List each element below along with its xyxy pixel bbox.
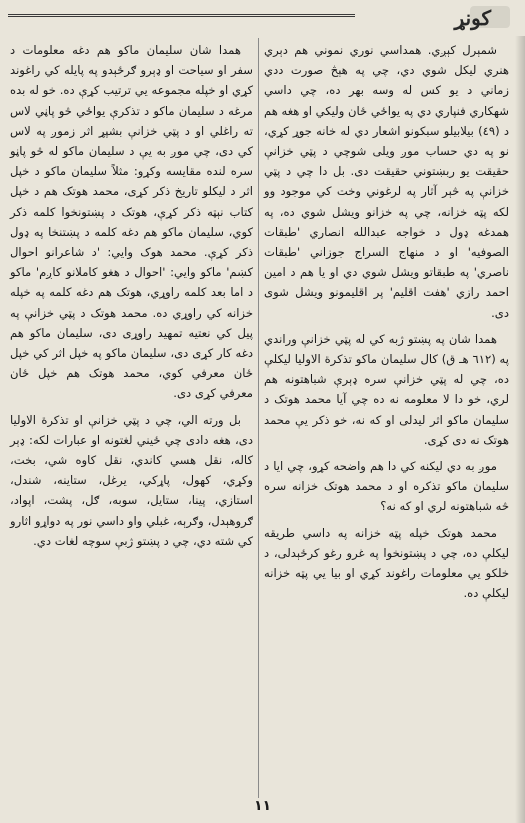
paragraph: محمد هوتک خپله پټه خزانه په داسي طريقه ليکلې ده، چي د پښتونخوا په غرو رغو کرځېدلی، د خلکو يي معلومات راغوند کړي او بيا يي پټه خزانه ليکلې ده.	[264, 525, 509, 601]
paragraph: شمېرل کېږي. همداسي نوري نموني هم دېري هنري ليکل شوي دي، چي په هېڅ صورت ددي زماني د يو کس له وسه بهر ده، چي داسي شهکاري فنپاري دي په يواځي ځان وليکي او هغه هم د (٤٩) بيلابيلو سبکونو اشعار دي له خانه جوړ کړي، نو په دي حساب موږ ويلی شوچي د پټي خزانې حقيقت يو ربښتوني حقيقت دی. بل دا چي د پټي خزانې په څېر آثار په لرغوني وخت کي موجود وو لکه پټه خزانه، چي په خزانو ويشل شوي ده، په همدغه ډول د خواجه عبدالله انصاري 'طبقات الصوفيه' او د منهاج السراج جوزاني 'طبقات ناصري' په طبقاتو ويشل شوي دي او يا هم د امين احمد رازي 'هفت اقليم' پر اقليمونو ويشل شوی دی.	[263, 43, 509, 320]
scan-shadow	[515, 36, 525, 823]
paragraph: همدا شان په پښتو ژبه کي له پټي خزانې وراندي په (٦١٢ هـ ق) کال سليمان ماکو تذکرة الاوليا ليکلې ده، چي له پټي خزانې سره ډېرې شباهتونه هم لري، خو دا لا معلومه نه ده چي آيا محمد هوتک د سليمان ماکو اثر ليدلی او که نه، خو ذکر يې محمد هوتک نه دی کړی.	[264, 331, 509, 447]
header-ornament	[470, 6, 510, 28]
page-header	[0, 0, 525, 36]
paragraph: بل ورته الي، چي د پټي خزانې او تذکرة الاوليا دی، هغه دادی چي ځيني لغتونه او عبارات لکه: ډېر کاله، نقل هسي کاندي، نقل کاوه شي، بخت، وکړي، کهول، پاړکي، يرغل، ستاينه، شندل، استازي، پينا، ستايل، سوبه، ګل، پشت، اپواد، ګروهېدل، وګرېه، غبلي واو داسي نور په دواړو اثارو کي شته دي، چي د پښتو ژبې سوچه لغات دي.	[10, 412, 253, 548]
column-divider	[258, 38, 259, 798]
header-title: کونړ	[454, 6, 491, 30]
header-rule	[8, 14, 355, 17]
right-column	[264, 40, 509, 609]
paragraph: همدا شان سليمان ماکو هم دغه معلومات د سفر او سياحت او ډېرو ګرځېدو په پايله کي راغوند کړي او خپله مجموعه يي ترتيب کړې ده. خو له بده مرغه د سليمان ماکو د تذکرې يواځي څو پاڼي لاس ته راغلي او د پټي خزانې بشپړ اثر زموږ په لاس کي دی، چي موږ به يې د سليمان ماکو له څو پاڼو سره لنده مقايسه وکړو: مثلاً سليمان ماکو د خپل اثر د ليکلو تاريخ ذکر کړی، محمد هوتک هم د خپل کتاب نېټه ذکر کړې، هوتک د پښتونخوا کلمه ذکر کوي، سليمان ماکو هم دغه کلمه د پښتنخا په ډول ذکر کړې. محمد هوک وايي: 'د شاعرانو احوال کښم' ماکو وايي: 'احوال د هغو کاملانو کاږم' ماکو د اما بعد کلمه راوړي، هوتک هم دغه کلمه په خپله خزانه کي راوړي ده. محمد هوتک د پټي خزانې په پيل کي نعتيه تمهيد راوړی دی، سليمان ماکو هم دغه کار کړی دی، سليمان ماکو په خپل اثر کي خپل ځان معرفي کوي، محمد هوتک هم خپل ځان معرفي کړی دی.	[10, 43, 253, 401]
paragraph: موږ به دي ليکنه کي دا هم واضحه کړو، چي ايا د سليمان ماکو تذکره او د محمد هوتک خزانه سره څه شباهتونه لري او که نه؟	[264, 459, 509, 514]
left-column	[10, 40, 253, 557]
page-number: ١١	[253, 798, 272, 814]
